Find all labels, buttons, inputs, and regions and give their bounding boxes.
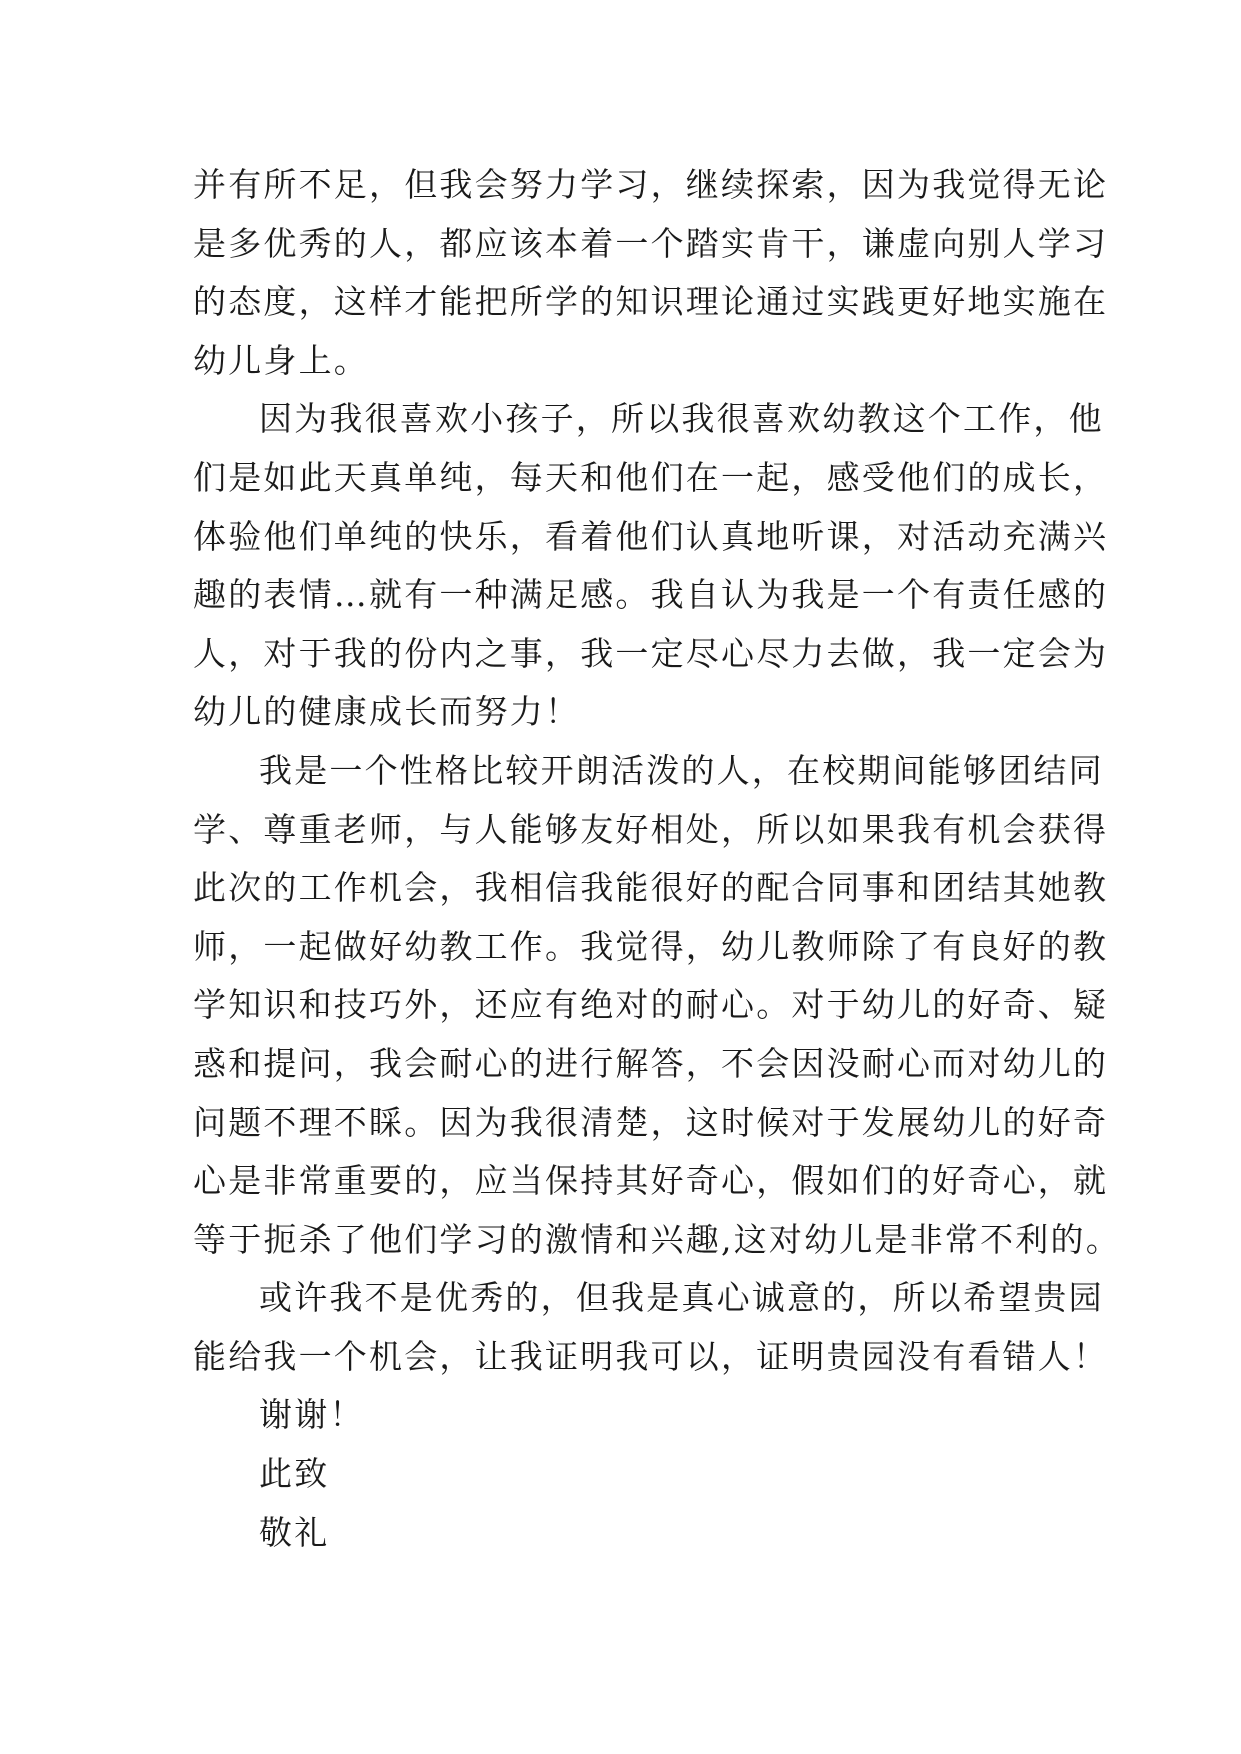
paragraph: [193, 1269, 1109, 1386]
text-line: 因为我很喜欢小孩子，所以我很喜欢幼教这个工作，他: [259, 399, 1104, 439]
paragraph: [193, 156, 1109, 390]
text-line: 我是一个性格比较开朗活泼的人，在校期间能够团结同: [259, 750, 1104, 790]
text-line: 学、尊重老师，与人能够友好相处，所以如果我有机会获得: [193, 809, 1109, 849]
text-line: 师，一起做好幼教工作。我觉得，幼儿教师除了有良好的教: [193, 926, 1109, 966]
paragraph: [193, 742, 1121, 1269]
text-line: 幼儿身上。: [193, 340, 369, 380]
text-line: 趣的表情…就有一种满足感。我自认为我是一个有责任感的: [193, 575, 1109, 615]
text-line: 人，对于我的份内之事，我一定尽心尽力去做，我一定会为: [193, 633, 1109, 673]
text-line: 此次的工作机会，我相信我能很好的配合同事和团结其她教: [193, 868, 1109, 908]
paragraph: [193, 390, 1109, 742]
text-line: 是多优秀的人，都应该本着一个踏实肯干，谦虚向别人学习: [193, 223, 1109, 263]
closing-salutation: [193, 1445, 1061, 1504]
text-line: 幼儿的健康成长而努力！: [193, 692, 581, 732]
text-line: 等于扼杀了他们学习的激情和兴趣,这对幼儿是非常不利的。: [193, 1219, 1121, 1259]
text-line: 问题不理不睬。因为我很清楚，这时候对于发展幼儿的好奇: [193, 1102, 1109, 1142]
text-line: 能给我一个机会，让我证明我可以，证明贵园没有看错人！: [193, 1336, 1109, 1376]
text-line: 谢谢！: [259, 1395, 365, 1435]
text-line: 们是如此天真单纯，每天和他们在一起，感受他们的成长，: [193, 457, 1109, 497]
text-line: 心是非常重要的，应当保持其好奇心，假如们的好奇心，就: [193, 1161, 1109, 1201]
closing-regards: [193, 1504, 1061, 1563]
closing-thanks: [193, 1386, 1061, 1445]
text-line: 此致: [259, 1454, 330, 1494]
text-line: 敬礼: [259, 1512, 330, 1552]
text-line: 惑和提问，我会耐心的进行解答，不会因没耐心而对幼儿的: [193, 1043, 1109, 1083]
text-line: 或许我不是优秀的，但我是真心诚意的，所以希望贵园: [259, 1278, 1104, 1318]
text-line: 并有所不足，但我会努力学习，继续探索，因为我觉得无论: [193, 165, 1109, 204]
text-line: 体验他们单纯的快乐，看着他们认真地听课，对活动充满兴: [193, 516, 1109, 556]
text-line: 的态度，这样才能把所学的知识理论通过实践更好地实施在: [193, 282, 1109, 322]
text-line: 学知识和技巧外，还应有绝对的耐心。对于幼儿的好奇、疑: [193, 985, 1109, 1025]
letter-body: [193, 156, 1121, 1562]
